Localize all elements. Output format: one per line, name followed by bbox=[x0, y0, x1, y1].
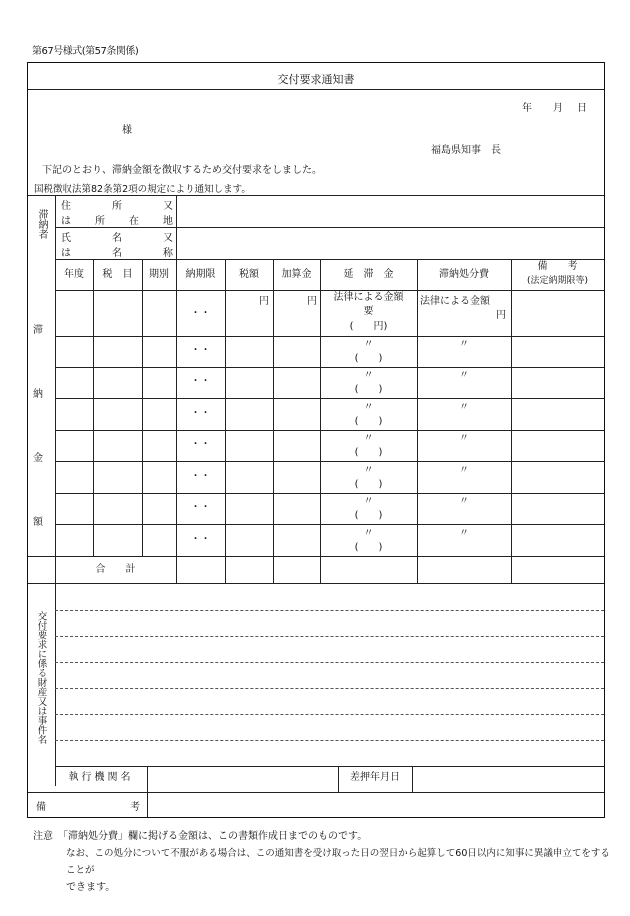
header-additional-tax: 加算金 bbox=[281, 269, 312, 280]
header-collection-cost: 滞納処分費 bbox=[439, 269, 489, 280]
header-due-date: 納期限 bbox=[185, 269, 216, 280]
date-month: 月 bbox=[553, 103, 563, 114]
amount-label-2: 納 bbox=[33, 389, 43, 400]
date-year: 年 bbox=[522, 103, 532, 114]
notes bbox=[33, 828, 613, 896]
property-label: 交付要求に係る財産又は事件名 bbox=[35, 611, 47, 744]
yen-unit: 円 bbox=[259, 296, 269, 307]
body-text-1: 下記のとおり、滞納金額を徴収するため交付要求をしました。 bbox=[42, 165, 322, 176]
enforcement-agency-label: 執行機関名 bbox=[68, 772, 134, 783]
note-3: できます。 bbox=[66, 882, 116, 893]
amount-label-1: 滞 bbox=[33, 325, 43, 336]
note-2: なお、この処分について不服がある場合は、この通知書を受け取った日の翌日から起算して60日以内に知事に異議申立てをすることが bbox=[66, 848, 610, 876]
form-id: 第67号様式(第57条関係) bbox=[32, 46, 139, 57]
yen-unit: 円 bbox=[496, 310, 506, 321]
total-label: 合 計 bbox=[95, 564, 136, 575]
date-day: 日 bbox=[577, 103, 587, 114]
seizure-date-label: 差押年月日 bbox=[350, 772, 400, 783]
name-label-line-1: 氏 名 又 bbox=[61, 233, 173, 244]
form-title: 交付要求通知書 bbox=[277, 73, 355, 86]
taxpayer-label: 滞納者 bbox=[36, 209, 47, 239]
notice-form: 交付要求通知書 年 月 日 様 福島県知事 長 下記のとおり、滞納金額を徴収するため交付要求をしました。 国税徴収法第82条第2項の規定により通知します。 滞納者 住 所 又 は 所 在 地 氏 名 又 は 名 称 滞 納 金 額 年度 税 目 期別 納期限 税額 加算金 延 滞 金 滞納処分費 備 考 (法定納期限等) ・・ 円 円 法律による金額 要 ( 円) 法律による金額 円 ・・ 〃 ( ) 〃 ・・ 〃 ( ) 〃 ・・ 〃 ( ) 〃 ・・ 〃 ( ) 〃 ・・ 〃 ( ) 〃 ・・ 〃 ( ) 〃 ・・ 〃 ( ) 〃 合 計 交付要求に係る財産又は事件名 執行機関名 差押年月日 備 考 bbox=[27, 62, 605, 818]
remarks-label: 備 考 bbox=[36, 802, 140, 813]
header-period: 期別 bbox=[149, 269, 169, 280]
delinquency-required: 要 bbox=[363, 306, 374, 317]
note-1: 注意 「滞納処分費」欄に掲げる金額は、この書類作成日までのものです。 bbox=[33, 831, 368, 842]
addressee-suffix: 様 bbox=[122, 125, 132, 136]
header-tax-amount: 税額 bbox=[239, 269, 259, 280]
yen-unit: 円 bbox=[307, 296, 317, 307]
delinquency-amount-paren: ( 円) bbox=[349, 321, 388, 332]
name-label-line-2: は 名 称 bbox=[61, 248, 173, 259]
address-label-line-2: は 所 在 地 bbox=[61, 216, 173, 227]
header-tax-item: 税 目 bbox=[102, 269, 133, 280]
header-delinquency: 延 滞 金 bbox=[343, 269, 394, 280]
delinquency-legal-amount: 法律による金額 bbox=[333, 292, 404, 303]
amount-label-4: 額 bbox=[33, 517, 43, 528]
due-date-dots: ・・ bbox=[190, 308, 211, 319]
amount-label-3: 金 bbox=[33, 453, 43, 464]
cost-legal-amount: 法律による金額 bbox=[420, 296, 490, 307]
address-label-line-1: 住 所 又 bbox=[61, 201, 173, 212]
header-year: 年度 bbox=[64, 269, 84, 280]
body-text-2: 国税徴収法第82条第2項の規定により通知します。 bbox=[34, 184, 251, 195]
header-remarks-sub: (法定納期限等) bbox=[526, 276, 589, 286]
header-remarks: 備 考 bbox=[537, 261, 578, 272]
issuer-name: 福島県知事 長 bbox=[431, 145, 501, 156]
